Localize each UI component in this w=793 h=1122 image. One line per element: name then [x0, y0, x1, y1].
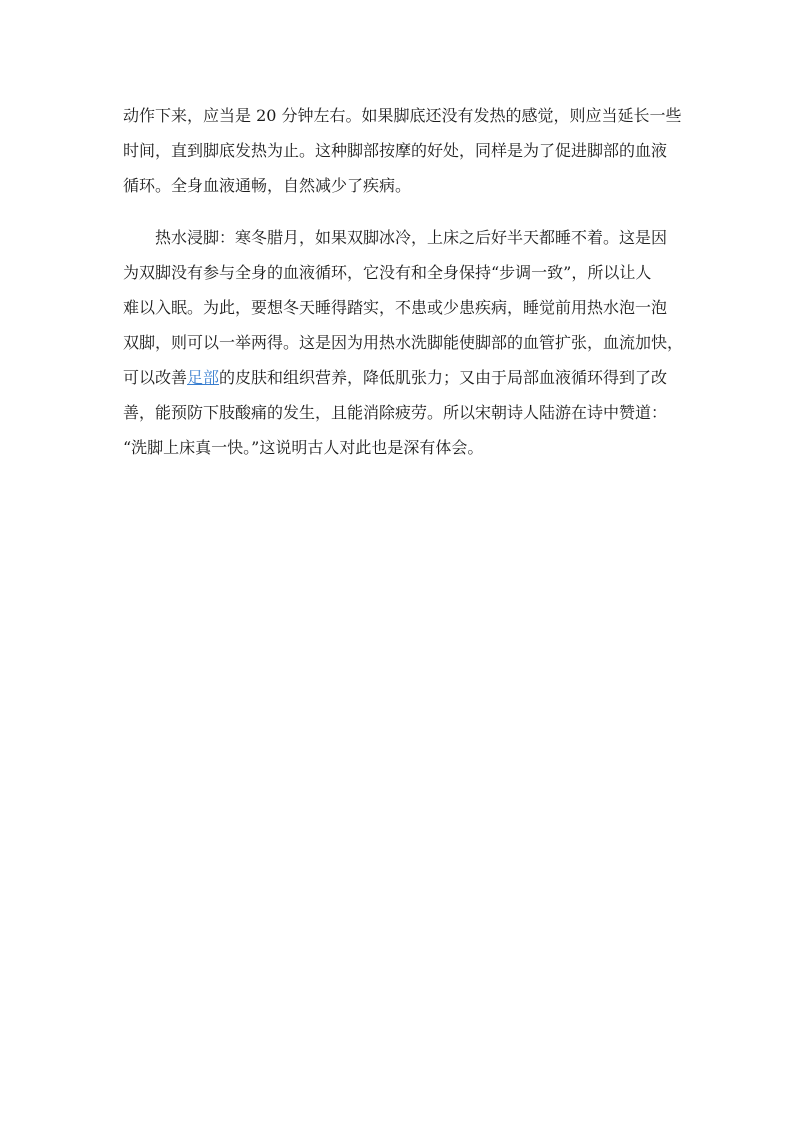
text-line: 时间，直到脚底发热为止。这种脚部按摩的好处，同样是为了促进脚部的血液: [123, 141, 668, 160]
text-line: 善，能预防下肢酸痛的发生，且能消除疲劳。所以宋朝诗人陆游在诗中赞道：: [123, 403, 668, 422]
text-line: “洗脚上床真一快。”这说明古人对此也是深有体会。: [123, 438, 484, 457]
text-segment: 的皮肤和组织营养，降低肌张力；又由于局部血液循环得到了改: [219, 368, 668, 387]
document-body: [123, 98, 684, 465]
paragraph-hot-water-foot-soak: [123, 220, 684, 465]
paragraph-foot-massage-continuation: [123, 98, 682, 203]
text-line: 双脚，则可以一举两得。这是因为用热水洗脚能使脚部的血管扩张，血流加快，: [123, 333, 684, 352]
foot-link[interactable]: 足部: [187, 368, 220, 387]
text-line-with-link: [123, 360, 673, 395]
text-segment: 可以改善: [123, 368, 188, 387]
text-line: 动作下来，应当是 20 分钟左右。如果脚底还没有发热的感觉，则应当延长一些: [123, 106, 682, 125]
paragraph-spacer: [123, 203, 673, 220]
text-line: 热水浸脚：寒冬腊月，如果双脚冰冷，上床之后好半天都睡不着。这是因: [155, 228, 668, 247]
text-line: 循环。全身血液通畅，自然减少了疾病。: [123, 176, 412, 195]
text-line: 难以入眠。为此，要想冬天睡得踏实，不患或少患疾病，睡觉前用热水泡一泡: [123, 298, 668, 317]
text-line: 为双脚没有参与全身的血液循环，它没有和全身保持“步调一致”，所以让人: [123, 263, 652, 282]
